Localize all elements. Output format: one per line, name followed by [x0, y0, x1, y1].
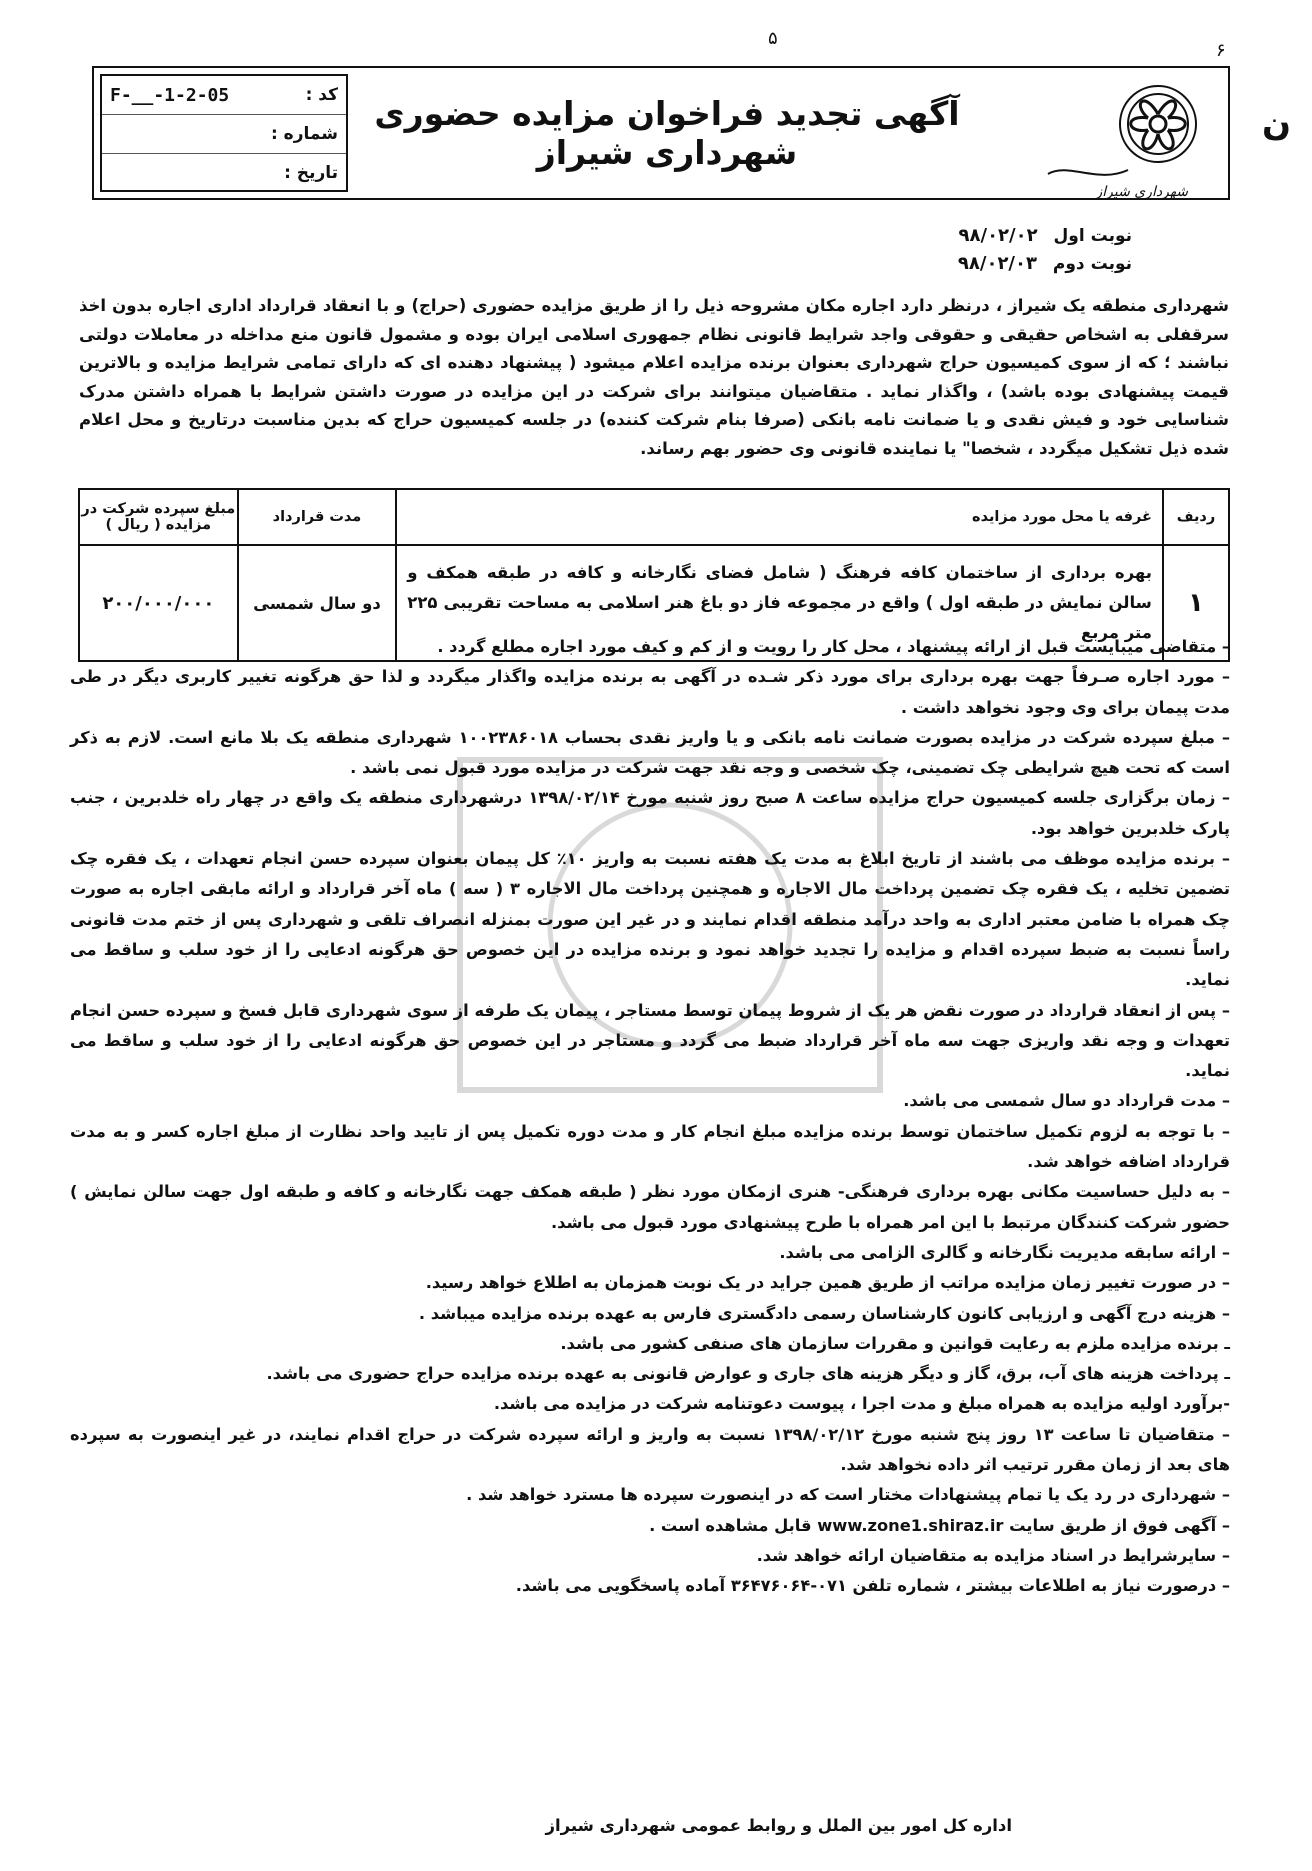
header-deposit: مبلغ سپرده شرکت در مزایده ( ریال ) [79, 489, 238, 545]
term-item: – برنده مزایده موظف می باشند از تاریخ ابلاغ به مدت یک هفته نسبت به واریز ۱۰٪ کل پیمان بعنوان سپرده حسن انجام تعهدات ، یک فقره چک تضمین تخلیه ، یک فقره چک تضمین پرداخت مال الاجاره و همچنین پرداخت مال الاجاره ۳ ( سه ) ماه آخر قرارداد و ارائه مابقی اجاره به صورت چک همراه با ضامن معتبر اداری به واحد درآمد منطقه اقدام نمایند و در غیر این صورت بمنزله انصراف تلقی و شهرداری پس از ختم مدت قانونی راساً نسبت به ضبط سپرده اقدام و مزایده را تجدید خواهد نمود و برنده مزایده در این خصوص حق هرگونه ادعایی را از خود سلب و ساقط می نماید. [70, 849, 1230, 990]
term-item: – آگهی فوق از طریق سایت www.zone1.shiraz.ir قابل مشاهده است . [649, 1515, 1230, 1535]
term-item: – هزینه درج آگهی و ارزیابی کانون کارشناسان رسمی دادگستری فارس به عهده برنده مزایده میباشد . [418, 1303, 1230, 1323]
second-round [958, 250, 1132, 278]
side-mark: ن [1262, 104, 1292, 144]
meta-box [100, 74, 348, 192]
term-item: – زمان برگزاری جلسه کمیسیون حراج مزایده ساعت ۸ صبح روز شنبه مورخ ۱۳۹۸/۰۲/۱۴ درشهرداری منطقه یک واقع در چهار راه خلدبرین ، جنب پارک خلدبرین خواهد بود. [70, 788, 1230, 838]
header-description: غرفه یا محل مورد مزایده [396, 489, 1163, 545]
code-row [102, 76, 346, 115]
notice-header [92, 66, 1230, 200]
intro-paragraph: شهرداری منطقه یک شیراز ، درنظر دارد اجاره مکان مشروحه ذیل را از طریق مزایده حضوری (حراج) و با انعقاد قرارداد اداری اجاره بدون اخذ سرقفلی به اشخاص حقیقی و حقوقی واجد شرایط قانونی نظام جمهوری اسلامی ایران بوده و مشمول قانون منع مداخله در معاملات دولتی نباشند ؛ که از سوی کمیسیون حراج شهرداری بعنوان برنده مزایده اعلام میشود ( پیشنهاد دهنده ای که دارای تمامی شرایط مزایده و بالاترین قیمت پیشنهادی بوده باشد) ، واگذار نماید . متقاضیان میتوانند برای شرکت در این مزایده در صورت داشتن شرایط با همراه داشتن مدرک شناسایی خود و فیش نقدی و یا ضمانت نامه بانکی (صرفا بنام شرکت کننده) در جلسه کمیسیون حراج که بدین مناسبت درتاریخ و محل اعلام شده ذیل تشکیل میگردد ، شخصا" یا نماینده قانونی وی حضور بهم رساند. [79, 296, 1229, 458]
term-item: ـ برنده مزایده ملزم به رعایت قوانین و مقررات سازمان های صنفی کشور می باشد. [560, 1333, 1230, 1353]
second-round-label: نوبت دوم [1052, 254, 1132, 274]
term-item: – ارائه سابقه مدیریت نگارخانه و گالری الزامی می باشد. [779, 1242, 1230, 1262]
term-item: – به دلیل حساسیت مکانی بهره برداری فرهنگی- هنری ازمکان مورد نظر ( طبقه همکف جهت نگارخانه و کافه و طبقه اول جهت سالن نمایش ) حضور شرکت کنندگان مرتبط با این امر همراه با طرح پیشنهادی مورد قبول می باشد. [70, 1182, 1230, 1232]
term-item: – مدت قرارداد دو سال شمسی می باشد. [903, 1091, 1230, 1111]
header-term: مدت قرارداد [238, 489, 397, 545]
cell-row-number: ۱ [1163, 545, 1229, 661]
publication-rounds [958, 222, 1132, 278]
term-item: – سایرشرایط در اسناد مزایده به متقاضیان ارائه خواهد شد. [756, 1545, 1230, 1565]
term-item: – درصورت نیاز به اطلاعات بیشتر ، شماره تلفن ۰۷۱-۳۶۴۷۶۰۶۴ آماده پاسخگویی می باشد. [515, 1576, 1230, 1596]
code-value: F-__-1-2-05 [110, 84, 230, 106]
cell-deposit: ۲۰۰/۰۰۰/۰۰۰ [79, 545, 238, 661]
table-header-row [79, 489, 1229, 545]
term-item: – پس از انعقاد قرارداد در صورت نقض هر یک از شروط پیمان توسط مستاجر ، پیمان یک طرفه از سوی شهرداری قابل فسخ و سپرده حسن انجام تعهدات و وجه نقد واریزی جهت سه ماه آخر قرارداد ضبط می گردد و مستاجر در این خصوص حق هرگونه ادعایی را از خود سلب و ساقط می نماید. [70, 1000, 1230, 1081]
notice-title: آگهی تجدید فراخوان مزایده حضوری شهرداری شیراز [374, 94, 960, 172]
logo-caption: شهرداری شیراز [1095, 184, 1188, 200]
term-item: – متقاضی میبایست قبل از ارائه پیشنهاد ، محل کار را رویت و از کم و کیف مورد اجاره مطلع گردد . [437, 637, 1230, 656]
top-mark: ۵ [768, 28, 778, 49]
term-item: – با توجه به لزوم تکمیل ساختمان توسط برنده مزایده مبلغ انجام کار و مدت دوره تکمیل پس از تایید واحد نظارت از مبلغ اجاره کسر و به مدت قرارداد اضافه خواهد شد. [70, 1121, 1230, 1172]
corner-page-number: ۶ [1216, 40, 1226, 61]
first-round-label: نوبت اول [1053, 226, 1132, 246]
first-round [958, 222, 1132, 250]
term-item: – در صورت تغییر زمان مزایده مراتب از طریق همین جراید در یک نوبت همزمان به اطلاع خواهد رسید. [425, 1273, 1230, 1293]
term-item: – مبلغ سپرده شرکت در مزایده بصورت ضمانت نامه بانکی و یا واریز نقدی بحساب ۱۰۰۲۳۸۶۰۱۸ شهرداری منطقه یک بلا مانع است. لازم به ذکر است که تحت هیچ شرایطی چک تضمینی، چک شخصی و وجه نقد جهت شرکت در مزایده مورد قبول نمی باشد . [70, 727, 1230, 778]
term-item: -برآورد اولیه مزایده به همراه مبلغ و مدت اجرا ، پیوست دعوتنامه شرکت در مزایده می باشد. [493, 1394, 1230, 1414]
date-row [102, 154, 346, 192]
terms-list [70, 632, 1230, 1602]
first-round-date: ۹۸/۰۲/۰۲ [958, 225, 1038, 246]
second-round-date: ۹۸/۰۲/۰۳ [957, 253, 1037, 274]
date-label: تاریخ : [284, 163, 338, 183]
term-item: ـ پرداخت هزینه های آب، برق، گاز و دیگر هزینه های جاری و عوارض قانونی به عهده برنده مزایده حراج حضوری می باشد. [266, 1364, 1230, 1384]
cell-term: دو سال شمسی [238, 545, 397, 661]
number-label: شماره : [270, 124, 338, 144]
cell-description: بهره برداری از ساختمان کافه فرهنگ ( شامل فضای نگارخانه و کافه در طبقه همکف و سالن نمایش در طبقه اول ) واقع در مجموعه فاز دو باغ هنر اسلامی به مساحت تقریبی ۲۲۵ متر مربع [396, 545, 1163, 661]
code-label: کد : [305, 85, 338, 105]
issuer-signature: اداره کل امور بین الملل و روابط عمومی شهرداری شیراز [545, 1816, 1012, 1835]
header-row-number: ردیف [1163, 489, 1229, 545]
term-item: – متقاضیان تا ساعت ۱۳ روز پنج شنبه مورخ ۱۳۹۸/۰۲/۱۲ نسبت به واریز و ارائه سپرده شرکت در حراج اقدام نمایند، در غیر اینصورت به سپرده های بعد از زمان مقرر ترتیب اثر داده نخواهد شد. [70, 1424, 1230, 1475]
term-item: – شهرداری در رد یک یا تمام پیشنهادات مختار است که در اینصورت سپرده ها مسترد خواهد شد . [466, 1485, 1230, 1505]
number-row [102, 115, 346, 154]
shiraz-municipality-logo-icon [1028, 74, 1218, 194]
term-item: – مورد اجاره صـرفاً جهت بهره برداری برای مورد ذکر شـده در آگهی به برنده مزایده واگذار میگردد و لذا حق هرگونه تغییر کاربری دیگر در طی مدت پیمان برای وی وجود نخواهد داشت . [70, 667, 1230, 717]
